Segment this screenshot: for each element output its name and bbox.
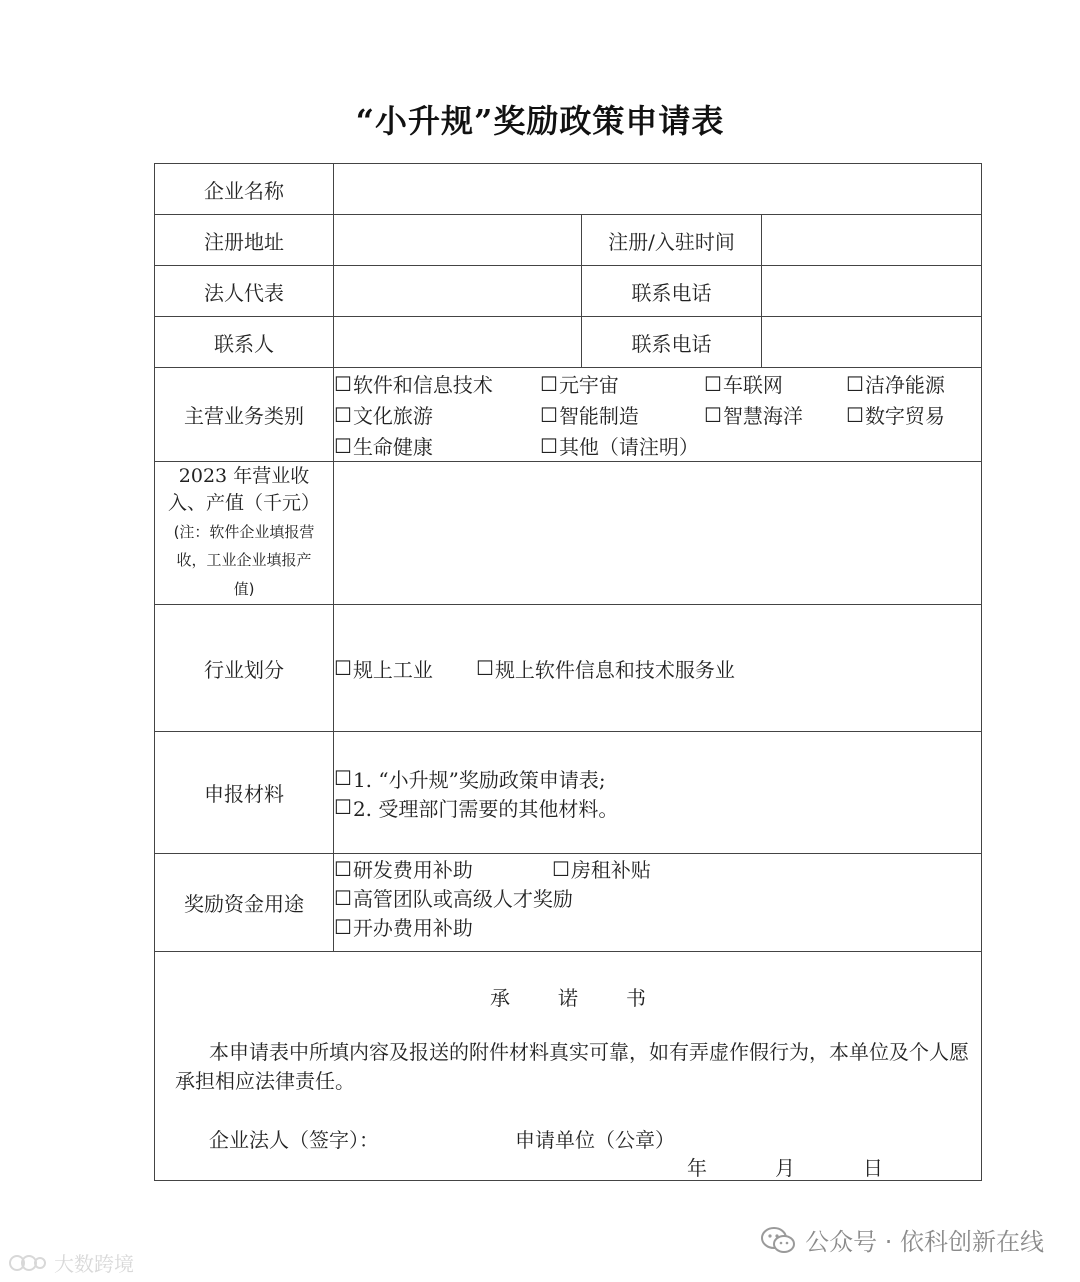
reg-address-field[interactable] — [334, 215, 582, 266]
business-option-iov[interactable]: ☐ 车联网 — [704, 371, 783, 397]
wechat-icon — [761, 1227, 795, 1253]
industry-options — [334, 605, 982, 732]
row-fund-use — [155, 854, 982, 952]
fund-option-startup[interactable]: ☐ 开办费用补助 — [334, 914, 473, 940]
fund-use-label: 奖励资金用途 — [155, 854, 334, 952]
wechat-watermark — [761, 1222, 1044, 1257]
row-pledge — [155, 952, 982, 1181]
checkbox-icon: ☐ — [334, 766, 352, 790]
pledge-cell — [155, 952, 982, 1181]
row-legal-rep — [155, 266, 982, 317]
corner-logo-icon — [8, 1252, 48, 1274]
reg-time-label: 注册/入驻时间 — [582, 215, 762, 266]
unit-seal-label[interactable]: 申请单位（公章） — [515, 1128, 675, 1152]
date-month: 月 — [775, 1156, 795, 1180]
checkbox-icon: ☐ — [704, 371, 722, 396]
industry-label: 行业划分 — [155, 605, 334, 732]
checkbox-icon: ☐ — [476, 656, 494, 680]
checkbox-icon: ☐ — [334, 371, 352, 396]
checkbox-icon: ☐ — [334, 856, 352, 881]
wechat-watermark-text: 公众号 · 依科创新在线 — [805, 1228, 1044, 1256]
industry-option-industrial[interactable]: ☐ 规上工业 — [334, 656, 433, 682]
checkbox-icon: ☐ — [334, 795, 352, 819]
business-option-smart-manufacturing[interactable]: ☐ 智能制造 — [540, 402, 639, 428]
phone-field-2[interactable] — [762, 317, 982, 368]
fund-use-options — [334, 854, 982, 952]
phone-field-1[interactable] — [762, 266, 982, 317]
pledge-body: 本申请表中所填内容及报送的附件材料真实可靠，如有弄虚作假行为，本单位及个人愿承担相应法律责任。 — [175, 1040, 969, 1093]
company-name-label: 企业名称 — [155, 164, 334, 215]
fund-option-rd[interactable]: ☐ 研发费用补助 — [334, 856, 473, 882]
row-contact — [155, 317, 982, 368]
checkbox-icon: ☐ — [846, 371, 864, 396]
checkbox-icon: ☐ — [540, 433, 558, 458]
date-year: 年 — [687, 1156, 707, 1180]
business-type-label: 主营业务类别 — [155, 368, 334, 462]
corner-watermark-text: 大数跨境 — [54, 1252, 134, 1276]
business-option-clean-energy[interactable]: ☐ 洁净能源 — [846, 371, 945, 397]
checkbox-icon: ☐ — [334, 402, 352, 427]
material-option-other[interactable]: ☐ 2. 受理部门需要的其他材料。 — [334, 795, 619, 821]
business-option-metaverse[interactable]: ☐ 元宇宙 — [540, 371, 619, 397]
revenue-field[interactable] — [334, 462, 982, 605]
corner-watermark — [8, 1248, 134, 1277]
checkbox-icon: ☐ — [552, 856, 570, 881]
revenue-label: 2023 年营业收 入、产值（千元） (注：软件企业填报营 收，工业企业填报产 值) — [155, 462, 334, 605]
date-line — [687, 1152, 883, 1181]
industry-option-software-service[interactable]: ☐ 规上软件信息和技术服务业 — [476, 656, 735, 682]
checkbox-icon: ☐ — [846, 402, 864, 427]
date-day: 日 — [863, 1156, 883, 1180]
application-form-table — [154, 163, 982, 1181]
reg-time-field[interactable] — [762, 215, 982, 266]
business-option-culture-tourism[interactable]: ☐ 文化旅游 — [334, 402, 433, 428]
checkbox-icon: ☐ — [334, 914, 352, 939]
form-title: “小升规”奖励政策申请表 — [355, 102, 725, 140]
contact-field[interactable] — [334, 317, 582, 368]
checkbox-icon: ☐ — [540, 402, 558, 427]
material-option-application-form[interactable]: ☐ 1. “小升规”奖励政策申请表; — [334, 766, 606, 792]
company-name-field[interactable] — [334, 164, 982, 215]
business-option-smart-ocean[interactable]: ☐ 智慧海洋 — [704, 402, 803, 428]
pledge-section — [155, 952, 981, 1180]
legal-rep-label: 法人代表 — [155, 266, 334, 317]
row-materials — [155, 732, 982, 854]
business-option-software[interactable]: ☐ 软件和信息技术 — [334, 371, 493, 397]
phone-label-1: 联系电话 — [582, 266, 762, 317]
checkbox-icon: ☐ — [334, 885, 352, 910]
checkbox-icon: ☐ — [334, 433, 352, 458]
pledge-title: 承诺书 — [490, 986, 694, 1010]
checkbox-icon: ☐ — [704, 402, 722, 427]
checkbox-icon: ☐ — [334, 656, 352, 680]
business-option-life-health[interactable]: ☐ 生命健康 — [334, 433, 433, 459]
legal-signature-label[interactable]: 企业法人（签字）： — [209, 1128, 379, 1152]
business-option-digital-trade[interactable]: ☐ 数字贸易 — [846, 402, 945, 428]
materials-label: 申报材料 — [155, 732, 334, 854]
row-company-name — [155, 164, 982, 215]
business-option-other[interactable]: ☐ 其他（请注明） — [540, 433, 699, 459]
row-business-type — [155, 368, 982, 462]
reg-address-label: 注册地址 — [155, 215, 334, 266]
materials-options — [334, 732, 982, 854]
fund-option-rent[interactable]: ☐ 房租补贴 — [552, 856, 651, 882]
legal-rep-field[interactable] — [334, 266, 582, 317]
business-type-options — [334, 368, 982, 462]
phone-label-2: 联系电话 — [582, 317, 762, 368]
row-revenue — [155, 462, 982, 605]
row-reg-address — [155, 215, 982, 266]
contact-label: 联系人 — [155, 317, 334, 368]
fund-option-talent[interactable]: ☐ 高管团队或高级人才奖励 — [334, 885, 573, 911]
row-industry — [155, 605, 982, 732]
checkbox-icon: ☐ — [540, 371, 558, 396]
